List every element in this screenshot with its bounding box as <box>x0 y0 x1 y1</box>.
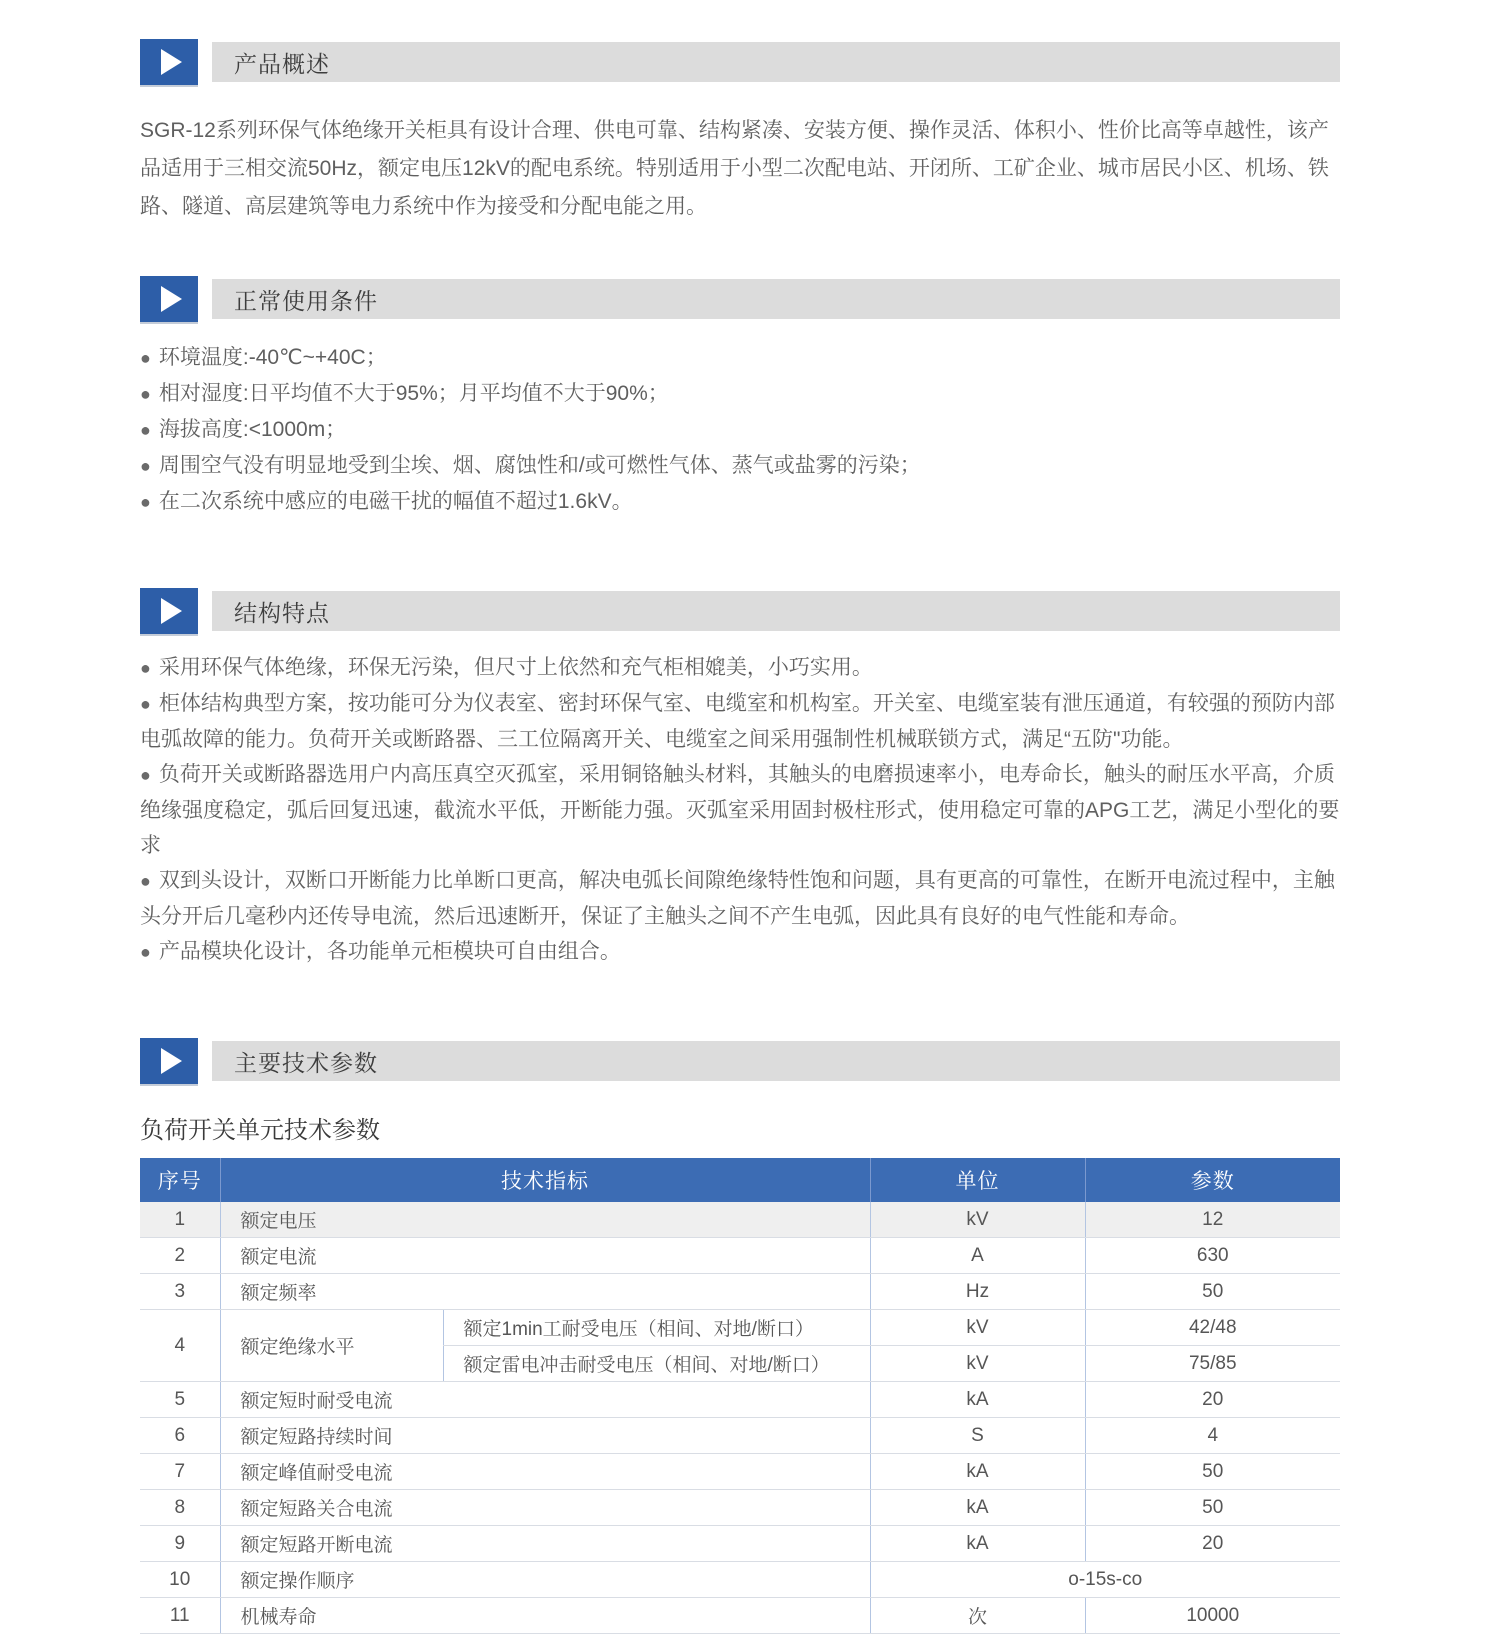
cell-no: 11 <box>140 1598 220 1634</box>
cell-indicator: 机械寿命 <box>220 1598 870 1634</box>
bullet-icon: ● <box>140 942 151 962</box>
table-row <box>140 1526 1340 1562</box>
section-header-conditions <box>140 276 1340 322</box>
list-item <box>140 934 1340 970</box>
cell-indicator: 额定短路开断电流 <box>220 1526 870 1562</box>
cell-indicator: 额定短时耐受电流 <box>220 1382 870 1418</box>
cell-indicator: 额定峰值耐受电流 <box>220 1454 870 1490</box>
col-header-no: 序号 <box>140 1158 220 1202</box>
table-row <box>140 1418 1340 1454</box>
cell-no: 7 <box>140 1454 220 1490</box>
section-header-features <box>140 588 1340 634</box>
list-item-text: 柜体结构典型方案，按功能可分为仪表室、密封环保气室、电缆室和机构室。开关室、电缆室装有泄压通道，有较强的预防内部电弧故障的能力。负荷开关或断路器、三工位隔离开关、电缆室之间采用强制性机械联锁方式，满足“五防"功能。 <box>140 692 1335 751</box>
cell-value: 630 <box>1085 1238 1340 1274</box>
section-header-overview <box>140 39 1340 85</box>
list-item <box>140 340 1340 376</box>
section-title-bar <box>212 1041 1340 1081</box>
cell-no: 6 <box>140 1418 220 1454</box>
bullet-icon: ● <box>140 658 151 678</box>
cell-no: 3 <box>140 1274 220 1310</box>
bullet-icon: ● <box>140 420 151 440</box>
arrow-right-icon <box>140 39 198 85</box>
cell-indicator: 额定电压 <box>220 1202 870 1238</box>
section-overview <box>140 0 1340 226</box>
cell-indicator: 额定电流 <box>220 1238 870 1274</box>
cell-sub-indicator: 额定1min工耐受电压（相间、对地/断口） <box>443 1310 870 1346</box>
list-item-text: 双到头设计，双断口开断能力比单断口更高，解决电弧长间隙绝缘特性饱和问题，具有更高的可靠性，在断开电流过程中，主触头分开后几毫秒内还传导电流，然后迅速断开，保证了主触头之间不产生电弧，因此具有良好的电气性能和寿命。 <box>140 869 1335 928</box>
section-conditions <box>140 276 1340 520</box>
content-column <box>140 0 1340 1634</box>
cell-value: 75/85 <box>1085 1346 1340 1382</box>
section-title: 正常使用条件 <box>234 287 378 314</box>
cell-unit: S <box>870 1418 1085 1454</box>
list-item-text: 相对湿度:日平均值不大于95%；月平均值不大于90%； <box>158 382 669 405</box>
list-item <box>140 412 1340 448</box>
cell-no: 4 <box>140 1310 220 1382</box>
table-row <box>140 1274 1340 1310</box>
cell-no: 5 <box>140 1382 220 1418</box>
bullet-icon: ● <box>140 348 151 368</box>
list-item-text: 环境温度:-40℃~+40C； <box>158 346 387 369</box>
cell-unit: A <box>870 1238 1085 1274</box>
table-row <box>140 1310 1340 1346</box>
cell-unit: Hz <box>870 1274 1085 1310</box>
col-header-indicator: 技术指标 <box>220 1158 870 1202</box>
cell-value: 20 <box>1085 1382 1340 1418</box>
list-item <box>140 650 1340 686</box>
list-item-text: 海拔高度:<1000m； <box>158 418 347 441</box>
cell-no: 8 <box>140 1490 220 1526</box>
cell-value: 12 <box>1085 1202 1340 1238</box>
section-header-parameters <box>140 1038 1340 1084</box>
table-row <box>140 1202 1340 1238</box>
cell-value: 4 <box>1085 1418 1340 1454</box>
cell-unit: 次 <box>870 1598 1085 1634</box>
cell-unit: kV <box>870 1346 1085 1382</box>
list-item-text: 周围空气没有明显地受到尘埃、烟、腐蚀性和/或可燃性气体、蒸气或盐雾的污染； <box>158 454 921 477</box>
cell-value: 50 <box>1085 1490 1340 1526</box>
cell-unit: kA <box>870 1526 1085 1562</box>
table-row <box>140 1562 1340 1598</box>
cell-value: 20 <box>1085 1526 1340 1562</box>
list-item <box>140 863 1340 934</box>
cell-unit: kA <box>870 1382 1085 1418</box>
section-parameters <box>140 1038 1340 1634</box>
cell-indicator: 额定短路持续时间 <box>220 1418 870 1454</box>
list-item-text: 负荷开关或断路器选用户内高压真空灭孤室，采用铜铬触头材料，其触头的电磨损速率小，电寿命长，触头的耐压水平高，介质绝缘强度稳定，弧后回复迅速，截流水平低，开断能力强。灭弧室采用固封极柱形式，使用稳定可靠的APG工艺，满足小型化的要求 <box>140 763 1340 857</box>
cell-indicator: 额定频率 <box>220 1274 870 1310</box>
features-list <box>140 650 1340 970</box>
table-header-row <box>140 1158 1340 1202</box>
section-title: 结构特点 <box>234 599 330 626</box>
table-row <box>140 1598 1340 1634</box>
cell-indicator: 额定短路关合电流 <box>220 1490 870 1526</box>
list-item <box>140 448 1340 484</box>
cell-value: 50 <box>1085 1274 1340 1310</box>
table-row <box>140 1490 1340 1526</box>
arrow-right-icon <box>140 588 198 634</box>
cell-indicator: 额定绝缘水平 <box>220 1310 443 1382</box>
section-title-bar <box>212 591 1340 631</box>
list-item <box>140 686 1340 757</box>
section-title: 产品概述 <box>234 50 330 77</box>
cell-no: 2 <box>140 1238 220 1274</box>
cell-unit: kV <box>870 1310 1085 1346</box>
cell-unit: kA <box>870 1490 1085 1526</box>
conditions-list <box>140 340 1340 520</box>
cell-unit: kA <box>870 1454 1085 1490</box>
table-row <box>140 1454 1340 1490</box>
cell-no: 10 <box>140 1562 220 1598</box>
bullet-icon: ● <box>140 694 151 714</box>
cell-unit: kV <box>870 1202 1085 1238</box>
section-title-bar <box>212 279 1340 319</box>
section-features <box>140 588 1340 970</box>
list-item-text: 产品模块化设计，各功能单元柜模块可自由组合。 <box>158 940 621 963</box>
bullet-icon: ● <box>140 384 151 404</box>
list-item <box>140 757 1340 863</box>
table-subheading: 负荷开关单元技术参数 <box>140 1117 380 1144</box>
cell-sub-indicator: 额定雷电冲击耐受电压（相间、对地/断口） <box>443 1346 870 1382</box>
col-header-value: 参数 <box>1085 1158 1340 1202</box>
table-row <box>140 1382 1340 1418</box>
cell-indicator: 额定操作顺序 <box>220 1562 870 1598</box>
overview-paragraph: SGR-12系列环保气体绝缘开关柜具有设计合理、供电可靠、结构紧凑、安装方便、操作灵活、体积小、性价比高等卓越性，该产品适用于三相交流50Hz，额定电压12kV的配电系统。特别适用于小型二次配电站、开闭所、工矿企业、城市居民小区、机场、铁路、隧道、高层建筑等电力系统中作为接受和分配电能之用。 <box>140 119 1329 218</box>
list-item <box>140 484 1340 520</box>
cell-value: 10000 <box>1085 1598 1340 1634</box>
list-item <box>140 376 1340 412</box>
list-item-text: 采用环保气体绝缘，环保无污染，但尺寸上依然和充气柜相媲美，小巧实用。 <box>158 656 873 679</box>
cell-no: 1 <box>140 1202 220 1238</box>
arrow-right-icon <box>140 1038 198 1084</box>
bullet-icon: ● <box>140 456 151 476</box>
bullet-icon: ● <box>140 765 151 785</box>
bullet-icon: ● <box>140 871 151 891</box>
arrow-right-icon <box>140 276 198 322</box>
section-title-bar <box>212 42 1340 82</box>
cell-no: 9 <box>140 1526 220 1562</box>
cell-merged-value: o-15s-co <box>870 1562 1340 1598</box>
list-item-text: 在二次系统中感应的电磁干扰的幅值不超过1.6kV。 <box>158 490 633 513</box>
parameters-table <box>140 1158 1340 1634</box>
cell-value: 42/48 <box>1085 1310 1340 1346</box>
section-title: 主要技术参数 <box>234 1049 378 1076</box>
bullet-icon: ● <box>140 492 151 512</box>
col-header-unit: 单位 <box>870 1158 1085 1202</box>
table-row <box>140 1238 1340 1274</box>
cell-value: 50 <box>1085 1454 1340 1490</box>
